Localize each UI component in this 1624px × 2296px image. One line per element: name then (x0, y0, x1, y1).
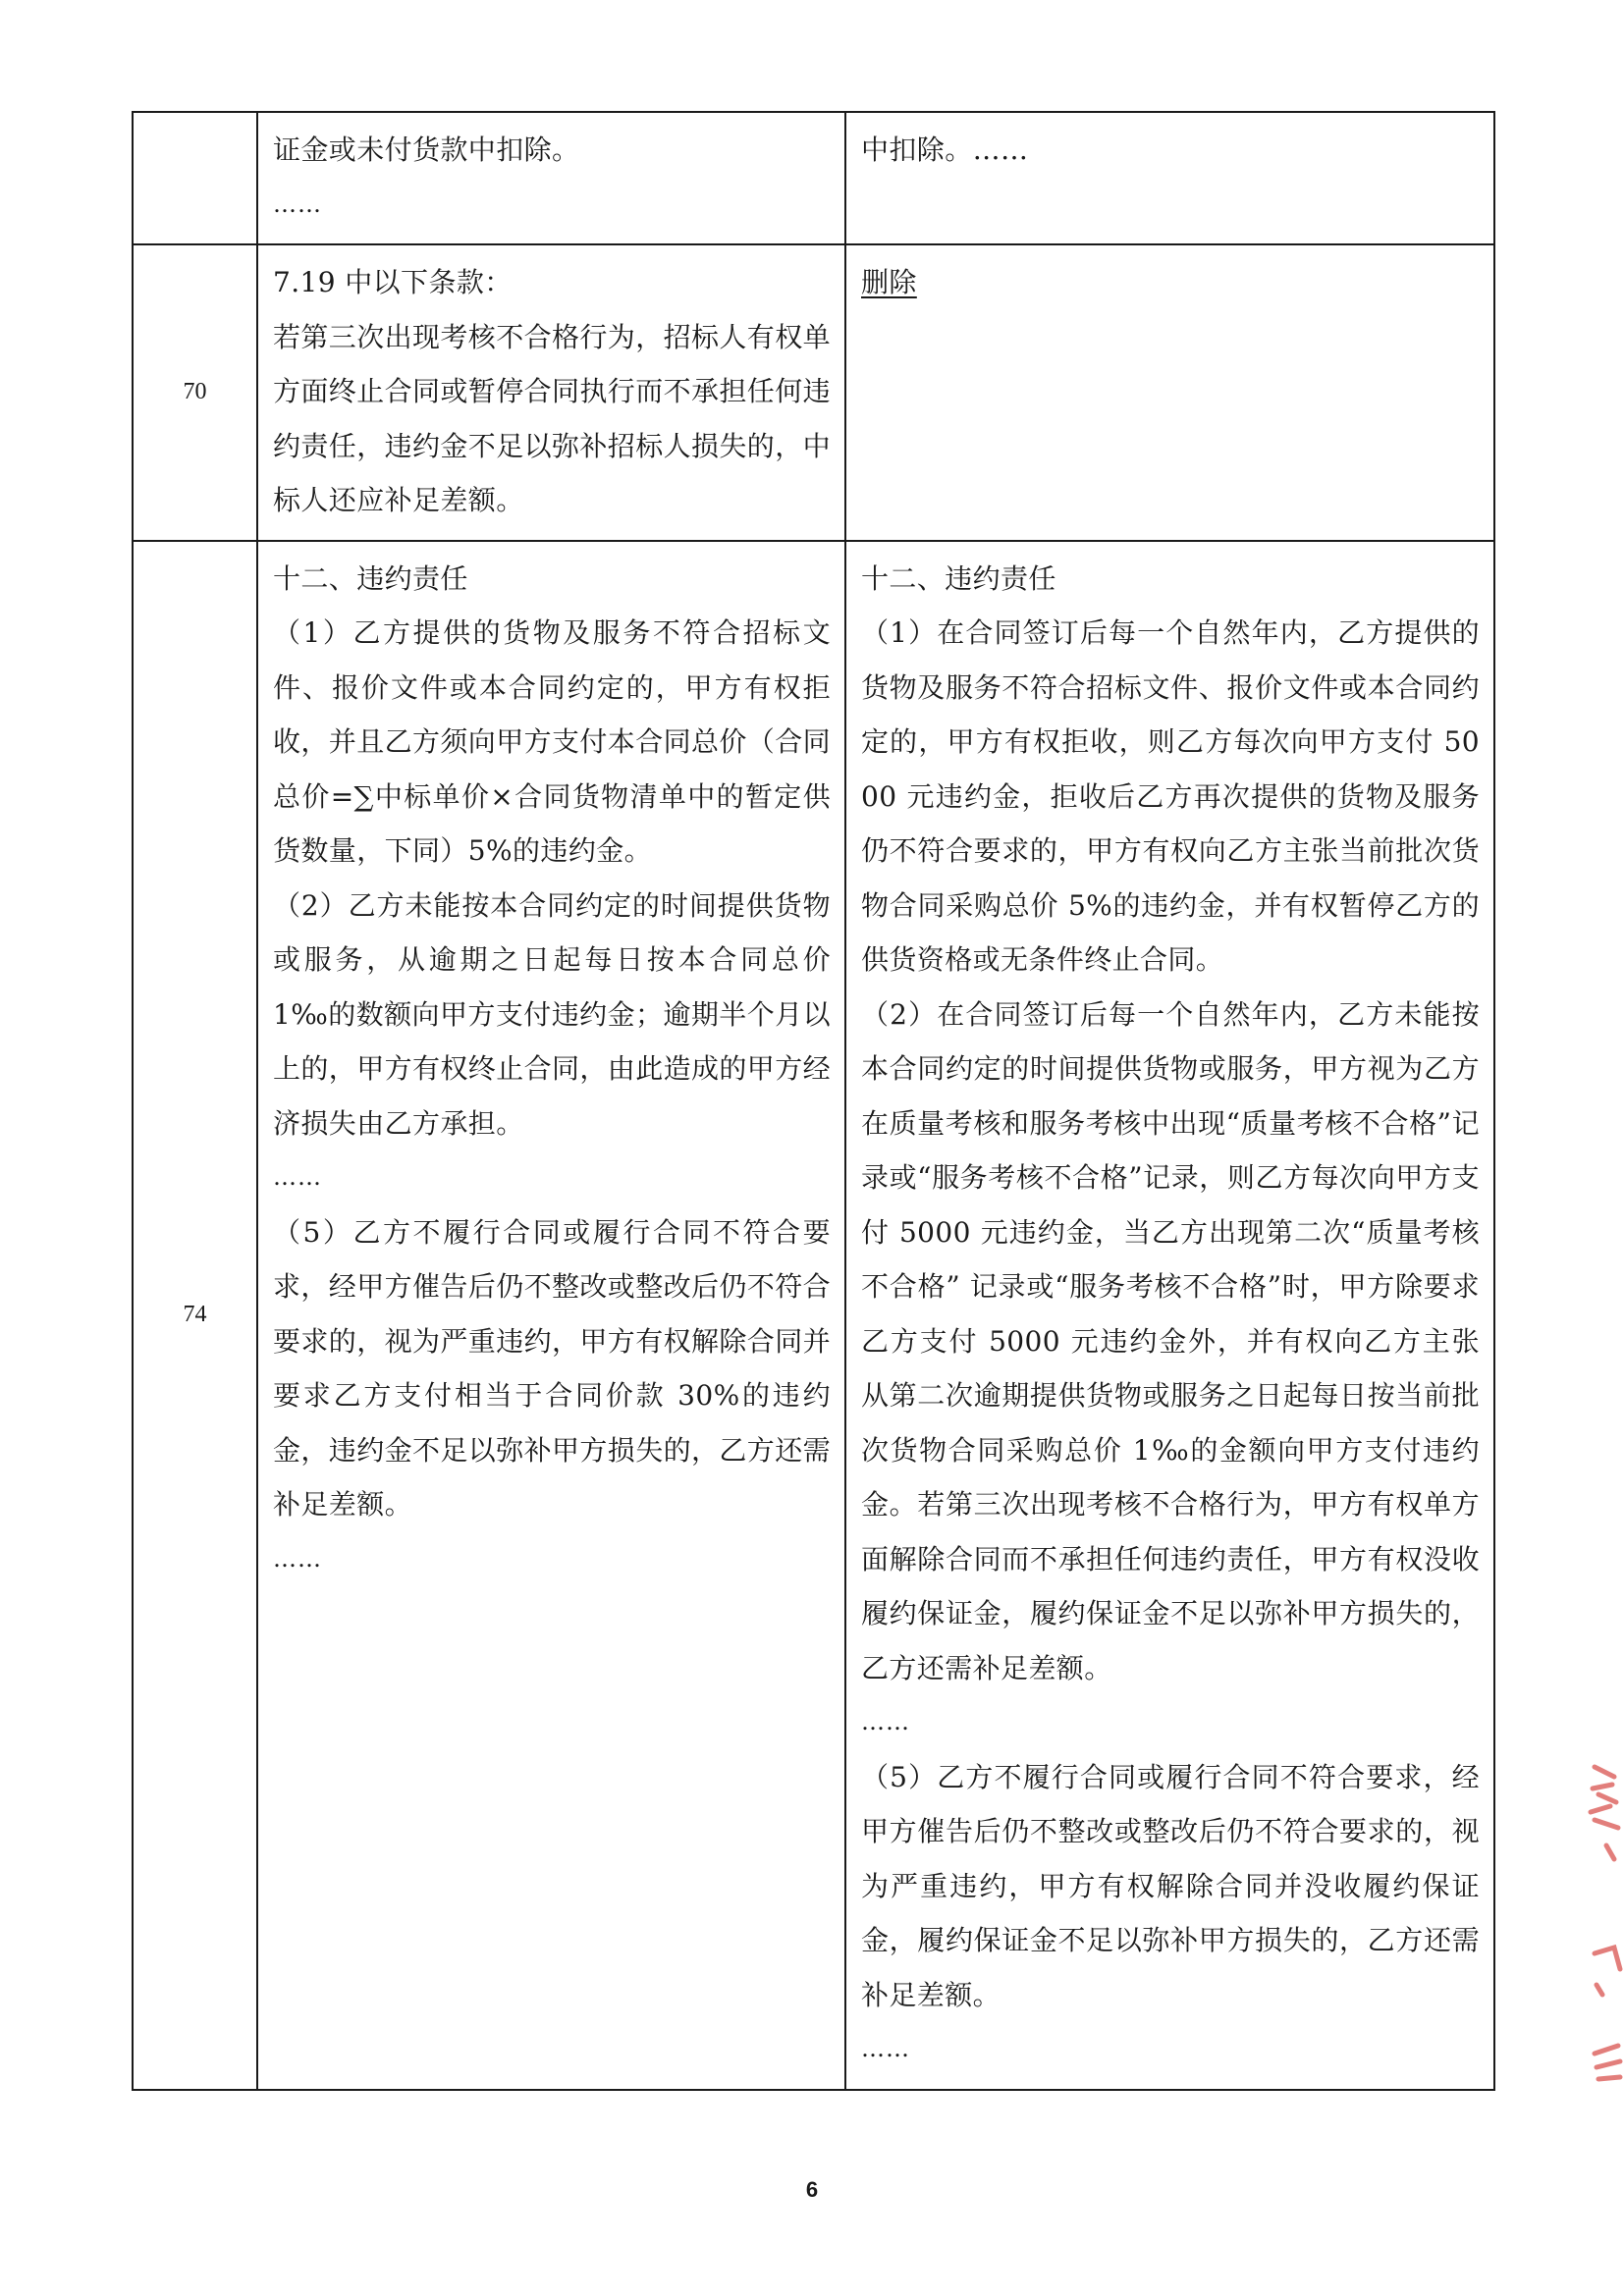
ellipsis: …… (861, 1708, 910, 1735)
row-number-cell (133, 112, 257, 244)
table-row (133, 244, 1494, 541)
original-text-cell (257, 244, 845, 541)
original-paragraph: 7.19 中以下条款： (273, 266, 513, 298)
comparison-table (132, 111, 1495, 2091)
revised-paragraph: （1）在合同签订后每一个自然年内，乙方提供的货物及服务不符合招标文件、报价文件或本合同约定的，甲方有权拒收，则乙方每次向甲方支付 5000 元违约金，拒收后乙方再次提供的货物及服务仍不符合要求的，甲方有权向乙方主张当前批次货物合同采购总价 5%的违约金，并有权暂停乙方的供货资格或无条件终止合同。 (861, 616, 1480, 976)
original-text-cell (257, 112, 845, 244)
ellipsis: …… (861, 2035, 910, 2062)
original-paragraph: （2）乙方未能按本合同约定的时间提供货物或服务，从逾期之日起每日按本合同总价 1‰的数额向甲方支付违约金；逾期半个月以上的，甲方有权终止合同，由此造成的甲方经济损失由乙方承担。 (273, 888, 832, 1140)
original-paragraph: （1）乙方提供的货物及服务不符合招标文件、报价文件或本合同约定的，甲方有权拒收，并且乙方须向甲方支付本合同总价（合同总价=∑中标单价×合同货物清单中的暂定供货数量，下同）5%的违约金。 (273, 616, 832, 867)
row-number: 70 (183, 379, 207, 405)
revised-text-cell (845, 244, 1494, 541)
table-row (133, 112, 1494, 244)
ellipsis: …… (273, 1544, 322, 1573)
revised-paragraph: （2）在合同签订后每一个自然年内，乙方未能按本合同约定的时间提供货物或服务，甲方视为乙方在质量考核和服务考核中出现“质量考核不合格”记录或“服务考核不合格”记录，则乙方每次向甲方支付 5000 元违约金，当乙方出现第二次“质量考核不合格” 记录或“服务考核不合格”时，甲方除要求乙方支付 5000 元违约金外，并有权向乙方主张从第二次逾期提供货物或服务之日起每日按当前批次货物合同采购总价 1‰的金额向甲方支付违约金。若第三次出现考核不合格行为，甲方有权单方面解除合同而不承担任何违约责任，甲方有权没收履约保证金，履约保证金不足以弥补甲方损失的，乙方还需补足差额。 (861, 997, 1480, 1684)
row-number: 74 (183, 1302, 207, 1327)
revised-text-cell (845, 112, 1494, 244)
table-row (133, 541, 1494, 2090)
original-paragraph: （5）乙方不履行合同或履行合同不符合要求，经甲方催告后仍不整改或整改后仍不符合要求的，视为严重违约，甲方有权解除合同并要求乙方支付相当于合同价款 30%的违约金，违约金不足以弥补甲方损失的，乙方还需补足差额。 (273, 1215, 832, 1521)
seal-fragment-icon (1555, 1737, 1624, 2110)
row-number-cell (133, 541, 257, 2090)
row-number-cell (133, 244, 257, 541)
revised-deleted-mark: 删除 (861, 266, 917, 298)
original-text-cell (257, 541, 845, 2090)
ellipsis: …… (273, 189, 322, 218)
revised-paragraph: （5）乙方不履行合同或履行合同不符合要求，经甲方催告后仍不整改或整改后仍不符合要求的，视为严重违约，甲方有权解除合同并没收履约保证金，履约保证金不足以弥补甲方损失的，乙方还需补足差额。 (861, 1760, 1480, 2011)
ellipsis: …… (273, 1163, 322, 1191)
revised-paragraph: 中扣除。…… (861, 133, 1029, 166)
revised-text-cell (845, 541, 1494, 2090)
revised-heading: 十二、违约责任 (861, 561, 1056, 595)
original-paragraph: 证金或未付货款中扣除。 (273, 133, 580, 166)
original-heading: 十二、违约责任 (273, 561, 468, 595)
original-paragraph: 若第三次出现考核不合格行为，招标人有权单方面终止合同或暂停合同执行而不承担任何违约责任，违约金不足以弥补招标人损失的，中标人还应补足差额。 (273, 320, 832, 516)
page-number: 6 (805, 2177, 819, 2202)
